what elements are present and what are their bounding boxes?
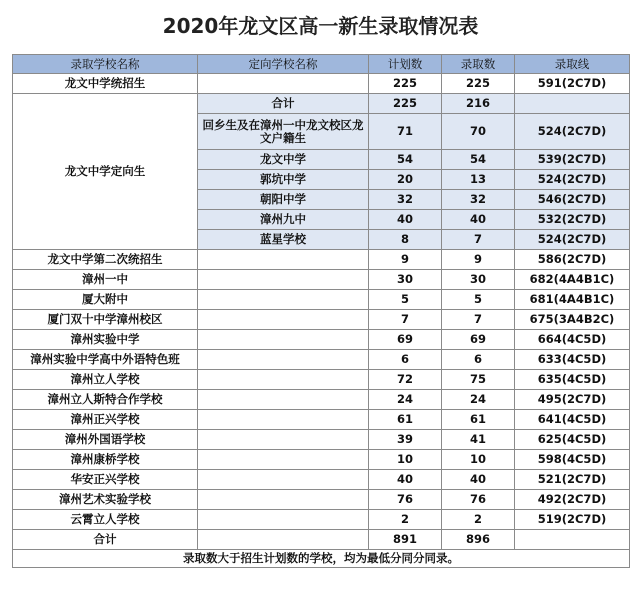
plan-cell: 9	[369, 250, 442, 270]
line-cell: 524(2C7D)	[515, 114, 630, 150]
school-cell: 漳州一中	[13, 270, 198, 290]
admitted-cell: 40	[442, 210, 515, 230]
table-row	[13, 490, 630, 510]
admitted-cell: 24	[442, 390, 515, 410]
admitted-cell: 7	[442, 310, 515, 330]
target-cell	[198, 290, 369, 310]
admitted-cell: 41	[442, 430, 515, 450]
target-cell	[198, 330, 369, 350]
admitted-cell: 30	[442, 270, 515, 290]
line-cell: 492(2C7D)	[515, 490, 630, 510]
table-row	[13, 310, 630, 330]
table-row	[13, 94, 630, 114]
plan-cell: 8	[369, 230, 442, 250]
target-cell: 漳州九中	[198, 210, 369, 230]
admitted-cell: 54	[442, 150, 515, 170]
target-cell: 朝阳中学	[198, 190, 369, 210]
target-cell	[198, 430, 369, 450]
target-cell	[198, 250, 369, 270]
page-title: 2020年龙文区高一新生录取情况表	[162, 14, 479, 38]
plan-cell: 30	[369, 270, 442, 290]
line-cell: 633(4C5D)	[515, 350, 630, 370]
school-cell: 漳州实验中学	[13, 330, 198, 350]
plan-cell: 10	[369, 450, 442, 470]
school-cell: 漳州艺术实验学校	[13, 490, 198, 510]
note-row	[13, 550, 630, 568]
line-cell: 591(2C7D)	[515, 74, 630, 94]
others-body	[13, 250, 630, 530]
total-row	[13, 530, 630, 550]
table-row	[13, 390, 630, 410]
plan-cell: 32	[369, 190, 442, 210]
header-plan: 计划数	[369, 55, 442, 74]
admitted-cell: 9	[442, 250, 515, 270]
plan-cell: 61	[369, 410, 442, 430]
line-cell	[515, 94, 630, 114]
school-cell: 龙文中学定向生	[13, 94, 198, 250]
table-row	[13, 250, 630, 270]
plan-cell: 40	[369, 210, 442, 230]
school-cell: 龙文中学统招生	[13, 74, 198, 94]
admitted-cell: 216	[442, 94, 515, 114]
admitted-cell: 13	[442, 170, 515, 190]
school-cell: 漳州外国语学校	[13, 430, 198, 450]
school-cell: 厦门双十中学漳州校区	[13, 310, 198, 330]
table-row	[13, 450, 630, 470]
header-admitted: 录取数	[442, 55, 515, 74]
total-admitted: 896	[442, 530, 515, 550]
target-cell	[198, 390, 369, 410]
target-cell: 龙文中学	[198, 150, 369, 170]
plan-cell: 20	[369, 170, 442, 190]
school-cell: 龙文中学第二次统招生	[13, 250, 198, 270]
line-cell: 675(3A4B2C)	[515, 310, 630, 330]
target-cell	[198, 410, 369, 430]
plan-cell: 6	[369, 350, 442, 370]
table-row	[13, 330, 630, 350]
line-cell: 524(2C7D)	[515, 170, 630, 190]
admitted-cell: 7	[442, 230, 515, 250]
admitted-cell: 61	[442, 410, 515, 430]
header-target: 定向学校名称	[198, 55, 369, 74]
school-cell: 漳州立人学校	[13, 370, 198, 390]
target-cell: 合计	[198, 94, 369, 114]
line-cell: 524(2C7D)	[515, 230, 630, 250]
school-cell: 云霄立人学校	[13, 510, 198, 530]
plan-cell: 5	[369, 290, 442, 310]
target-cell	[198, 450, 369, 470]
header-row	[13, 55, 630, 74]
line-cell: 521(2C7D)	[515, 470, 630, 490]
admitted-cell: 32	[442, 190, 515, 210]
line-cell: 546(2C7D)	[515, 190, 630, 210]
line-cell: 681(4A4B1C)	[515, 290, 630, 310]
total-label: 合计	[13, 530, 198, 550]
target-cell	[198, 530, 369, 550]
table-row	[13, 410, 630, 430]
header-line: 录取线	[515, 55, 630, 74]
target-cell	[198, 270, 369, 290]
plan-cell: 225	[369, 94, 442, 114]
school-cell: 漳州立人斯特合作学校	[13, 390, 198, 410]
plan-cell: 76	[369, 490, 442, 510]
line-cell: 641(4C5D)	[515, 410, 630, 430]
line-cell: 532(2C7D)	[515, 210, 630, 230]
table-note: 录取数大于招生计划数的学校，均为最低分同分同录。	[13, 550, 630, 568]
target-cell	[198, 350, 369, 370]
line-cell: 598(4C5D)	[515, 450, 630, 470]
admitted-cell: 5	[442, 290, 515, 310]
line-cell: 635(4C5D)	[515, 370, 630, 390]
school-cell: 厦大附中	[13, 290, 198, 310]
plan-cell: 225	[369, 74, 442, 94]
admitted-cell: 70	[442, 114, 515, 150]
school-cell: 漳州实验中学高中外语特色班	[13, 350, 198, 370]
plan-cell: 40	[369, 470, 442, 490]
line-cell: 586(2C7D)	[515, 250, 630, 270]
admitted-cell: 2	[442, 510, 515, 530]
admitted-cell: 225	[442, 74, 515, 94]
target-cell	[198, 310, 369, 330]
table-row	[13, 74, 630, 94]
admitted-cell: 40	[442, 470, 515, 490]
plan-cell: 69	[369, 330, 442, 350]
line-cell: 519(2C7D)	[515, 510, 630, 530]
line-cell: 539(2C7D)	[515, 150, 630, 170]
target-cell: 回乡生及在漳州一中龙文校区龙文户籍生	[198, 114, 369, 150]
admitted-cell: 6	[442, 350, 515, 370]
plan-cell: 54	[369, 150, 442, 170]
table-row	[13, 510, 630, 530]
table-row	[13, 350, 630, 370]
target-cell	[198, 510, 369, 530]
school-cell: 漳州正兴学校	[13, 410, 198, 430]
admitted-cell: 75	[442, 370, 515, 390]
plan-cell: 2	[369, 510, 442, 530]
target-cell	[198, 74, 369, 94]
plan-cell: 24	[369, 390, 442, 410]
target-cell	[198, 370, 369, 390]
line-cell: 664(4C5D)	[515, 330, 630, 350]
target-cell	[198, 490, 369, 510]
target-cell: 郭坑中学	[198, 170, 369, 190]
line-cell: 682(4A4B1C)	[515, 270, 630, 290]
plan-cell: 72	[369, 370, 442, 390]
table-row	[13, 370, 630, 390]
target-cell	[198, 470, 369, 490]
school-cell: 漳州康桥学校	[13, 450, 198, 470]
admitted-cell: 76	[442, 490, 515, 510]
admitted-cell: 10	[442, 450, 515, 470]
table-row	[13, 290, 630, 310]
plan-cell: 7	[369, 310, 442, 330]
table-row	[13, 270, 630, 290]
header-school: 录取学校名称	[13, 55, 198, 74]
line-cell: 495(2C7D)	[515, 390, 630, 410]
line-cell: 625(4C5D)	[515, 430, 630, 450]
school-cell: 华安正兴学校	[13, 470, 198, 490]
total-line	[515, 530, 630, 550]
admitted-cell: 69	[442, 330, 515, 350]
table-row	[13, 470, 630, 490]
table-row	[13, 430, 630, 450]
admission-table	[12, 54, 630, 568]
plan-cell: 39	[369, 430, 442, 450]
target-cell: 蓝星学校	[198, 230, 369, 250]
plan-cell: 71	[369, 114, 442, 150]
total-plan: 891	[369, 530, 442, 550]
